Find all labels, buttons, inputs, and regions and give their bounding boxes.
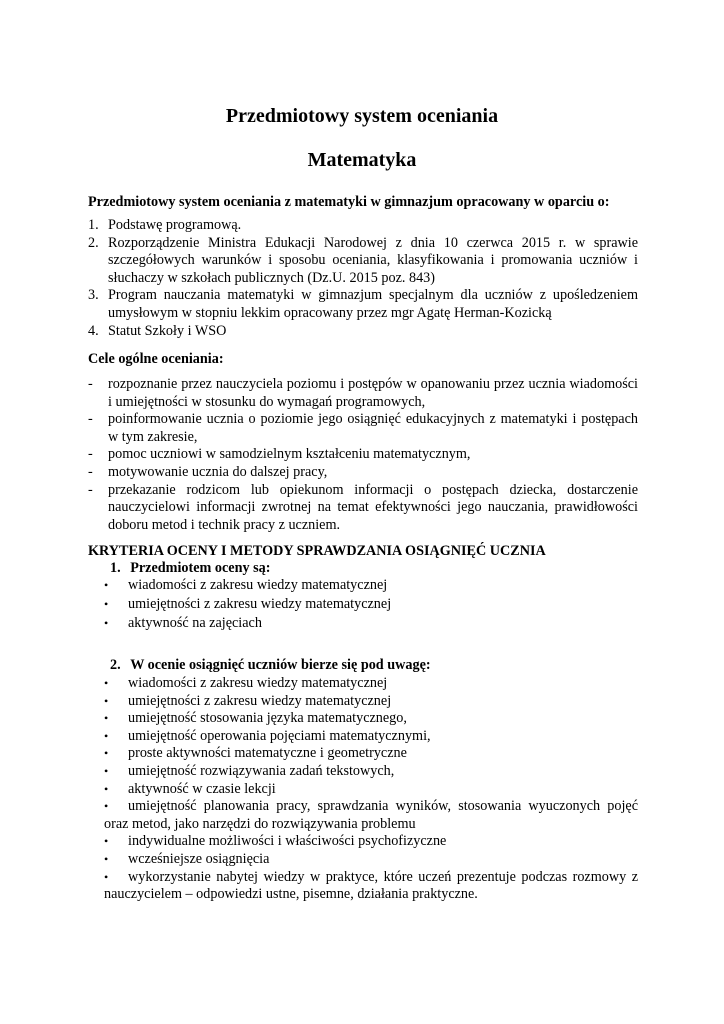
list-item	[88, 287, 638, 322]
list-item	[88, 577, 638, 595]
list-item	[88, 235, 638, 288]
bullet-marker: •	[104, 869, 109, 884]
section2-heading	[110, 656, 431, 674]
bullet-marker: •	[104, 763, 109, 778]
bullet-marker: •	[104, 746, 109, 761]
list-item	[88, 464, 638, 482]
list-number: 2.	[88, 234, 99, 251]
list-item-text: rozpoznanie przez nauczyciela poziomu i postępów w opanowaniu przez ucznia wiadomości i umiejętności w stosunku do wymagań programowych,	[108, 376, 638, 410]
list-item	[104, 851, 638, 869]
list-item-text: aktywność w czasie lekcji	[128, 780, 276, 797]
list-item-text: umiejętności z zakresu wiedzy matematycznej	[128, 595, 392, 612]
bullet-marker: •	[104, 799, 109, 814]
list-item	[88, 323, 638, 341]
list-item-text: przekazanie rodzicom lub opiekunom informacji o postępach dziecka, dostarczenie nauczycielowi informacji zwrotnej na temat efektywności jego nauczania, prawidłowości doboru metod i technik pracy z uczniem.	[108, 481, 638, 533]
list-item-text: poinformowanie ucznia o poziomie jego osiągnięć edukacyjnych z matematyki i postępach w tym zakresie,	[108, 411, 638, 445]
goals-list	[88, 376, 638, 534]
bullet-marker: •	[104, 851, 109, 866]
list-item-text: motywowanie ucznia do dalszej pracy,	[108, 463, 328, 480]
list-item	[104, 693, 638, 711]
section2-list	[104, 675, 638, 904]
list-item	[104, 745, 638, 763]
list-number: 3.	[88, 287, 99, 304]
sources-list	[88, 217, 638, 340]
list-item	[104, 833, 638, 851]
dash-marker: -	[88, 411, 93, 428]
bullet-marker: •	[104, 616, 109, 631]
bullet-marker: •	[104, 676, 109, 690]
list-item-text: Program nauczania matematyki w gimnazjum specjalnym dla uczniów z upośledzeniem umysłowym w stopniu lekkim opracowany przez mgr Agatę Herman-Kozicką	[108, 287, 638, 321]
list-item-text: proste aktywności matematyczne i geometryczne	[128, 745, 407, 762]
list-item-text: umiejętność stosowania języka matematycznego,	[128, 710, 407, 727]
section-title: W ocenie osiągnięć uczniów bierze się pod uwagę:	[130, 657, 431, 673]
list-item	[88, 411, 638, 446]
list-item-text: Statut Szkoły i WSO	[108, 322, 227, 339]
list-item-text: pomoc uczniowi w samodzielnym kształceniu matematycznym,	[108, 446, 471, 463]
criteria-heading: KRYTERIA OCENY I METODY SPRAWDZANIA OSIĄGNIĘĆ UCZNIA	[88, 543, 546, 559]
list-item	[88, 596, 638, 614]
list-item	[104, 798, 638, 833]
list-item	[88, 615, 638, 633]
bullet-marker: •	[104, 578, 109, 592]
list-item-text: Rozporządzenie Ministra Edukacji Narodowej z dnia 10 czerwca 2015 r. w sprawie szczegółowych warunków i sposobu oceniania, klasyfikowania i promowania uczniów i słuchaczy w szkołach publicznych (Dz.U. 2015 poz. 843)	[108, 234, 638, 286]
list-item-text: umiejętność rozwiązywania zadań tekstowych,	[128, 762, 395, 779]
intro-paragraph: Przedmiotowy system oceniania z matematyki w gimnazjum opracowany w oparciu o:	[88, 194, 610, 210]
list-item-text: indywidualne możliwości i właściwości psychofizyczne	[128, 833, 447, 850]
goals-heading: Cele ogólne oceniania:	[88, 351, 224, 367]
list-item	[104, 763, 638, 781]
list-item-text: aktywność na zajęciach	[128, 615, 262, 632]
list-item-text: Podstawę programową.	[108, 217, 242, 233]
list-item	[88, 376, 638, 411]
bullet-marker: •	[104, 596, 109, 611]
list-item	[104, 710, 638, 728]
list-item-text: umiejętność planowania pracy, sprawdzania wyników, stosowania wyuczonych pojęć oraz metod, jako narzędzi do rozwiązywania problemu	[104, 798, 638, 832]
list-item	[104, 869, 638, 904]
list-item	[104, 675, 638, 693]
section1-heading	[110, 559, 270, 577]
list-item	[104, 781, 638, 799]
bullet-marker: •	[104, 693, 109, 708]
section1-list	[88, 577, 638, 633]
section-number: 1.	[110, 560, 121, 576]
list-item-text: wiadomości z zakresu wiedzy matematycznej	[128, 577, 388, 593]
bullet-marker: •	[104, 781, 109, 796]
list-number: 4.	[88, 322, 99, 339]
page-title: Przedmiotowy system oceniania	[225, 105, 499, 127]
list-number: 1.	[88, 217, 99, 233]
list-item-text: wcześniejsze osiągnięcia	[128, 850, 270, 867]
section-title: Przedmiotem oceny są:	[130, 560, 271, 576]
list-item	[88, 446, 638, 464]
bullet-marker: •	[104, 834, 109, 849]
list-item-text: umiejętność operowania pojęciami matematycznymi,	[128, 727, 431, 744]
bullet-marker: •	[104, 711, 109, 726]
list-item	[88, 482, 638, 535]
list-item	[88, 217, 638, 235]
page-subtitle: Matematyka	[307, 149, 417, 171]
bullet-marker: •	[104, 728, 109, 743]
dash-marker: -	[88, 376, 93, 392]
dash-marker: -	[88, 446, 93, 463]
section-number: 2.	[110, 657, 121, 673]
dash-marker: -	[88, 463, 93, 480]
list-item	[104, 728, 638, 746]
list-item-text: umiejętności z zakresu wiedzy matematycznej	[128, 692, 392, 709]
dash-marker: -	[88, 481, 93, 498]
list-item-text: wykorzystanie nabytej wiedzy w praktyce, które uczeń prezentuje podczas rozmowy z nauczycielem – odpowiedzi ustne, pisemne, działania praktyczne.	[104, 868, 638, 903]
list-item-text: wiadomości z zakresu wiedzy matematycznej	[128, 675, 388, 691]
